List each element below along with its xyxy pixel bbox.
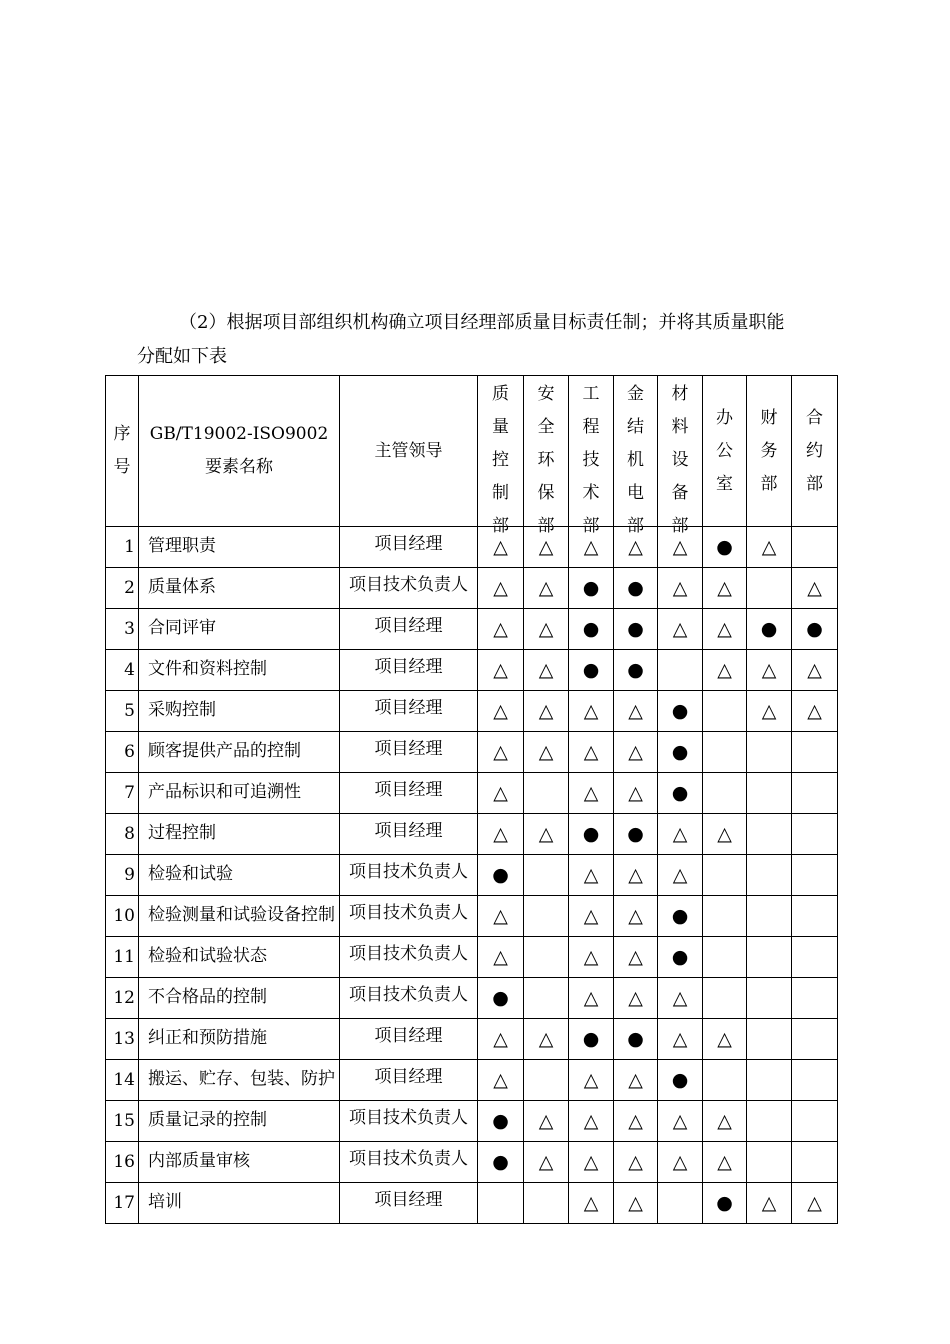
empty-cell — [792, 855, 838, 896]
table-header-row — [106, 376, 838, 527]
responsible-leader: 项目技术负责人 — [340, 855, 478, 896]
related-responsibility-mark: △ — [792, 568, 838, 609]
row-number: 13 — [106, 1019, 139, 1060]
primary-responsibility-mark: ● — [478, 1101, 524, 1142]
responsible-leader: 项目技术负责人 — [340, 1101, 478, 1142]
row-number: 14 — [106, 1060, 139, 1101]
related-responsibility-mark: △ — [524, 1101, 569, 1142]
element-name: 质量记录的控制 — [139, 1101, 340, 1142]
responsible-leader: 项目经理 — [340, 1183, 478, 1224]
related-responsibility-mark: △ — [792, 691, 838, 732]
primary-responsibility-mark: ● — [658, 691, 703, 732]
header-dept-label: 财 务 部 — [760, 407, 778, 494]
responsible-leader: 项目经理 — [340, 814, 478, 855]
primary-responsibility-mark: ● — [614, 609, 658, 650]
empty-cell — [703, 773, 747, 814]
related-responsibility-mark: △ — [614, 732, 658, 773]
row-number: 3 — [106, 609, 139, 650]
header-dept-6 — [703, 376, 747, 527]
header-dept-8 — [792, 376, 838, 527]
element-name: 不合格品的控制 — [139, 978, 340, 1019]
empty-cell — [747, 732, 792, 773]
primary-responsibility-mark: ● — [478, 1142, 524, 1183]
row-number: 7 — [106, 773, 139, 814]
empty-cell — [792, 978, 838, 1019]
related-responsibility-mark: △ — [614, 691, 658, 732]
primary-responsibility-mark: ● — [747, 609, 792, 650]
empty-cell — [524, 896, 569, 937]
primary-responsibility-mark: ● — [569, 650, 614, 691]
related-responsibility-mark: △ — [569, 773, 614, 814]
empty-cell — [703, 855, 747, 896]
table-row — [106, 527, 838, 568]
empty-cell — [703, 978, 747, 1019]
table-row — [106, 609, 838, 650]
related-responsibility-mark: △ — [478, 527, 524, 568]
header-dept-5 — [658, 376, 703, 536]
primary-responsibility-mark: ● — [569, 609, 614, 650]
empty-cell — [792, 814, 838, 855]
table-row — [106, 691, 838, 732]
related-responsibility-mark: △ — [524, 568, 569, 609]
element-name: 检验和试验 — [139, 855, 340, 896]
primary-responsibility-mark: ● — [703, 1183, 747, 1224]
quality-responsibility-table — [105, 375, 838, 1224]
primary-responsibility-mark: ● — [478, 855, 524, 896]
related-responsibility-mark: △ — [658, 1101, 703, 1142]
header-dept-label: 材 料 设 备 部 — [671, 384, 689, 536]
responsible-leader: 项目经理 — [340, 773, 478, 814]
empty-cell — [524, 1183, 569, 1224]
related-responsibility-mark: △ — [658, 1142, 703, 1183]
row-number: 8 — [106, 814, 139, 855]
row-number: 9 — [106, 855, 139, 896]
related-responsibility-mark: △ — [658, 568, 703, 609]
table-row — [106, 650, 838, 691]
table-row — [106, 1019, 838, 1060]
table-row — [106, 773, 838, 814]
responsible-leader: 项目技术负责人 — [340, 1142, 478, 1183]
table-row — [106, 1101, 838, 1142]
element-name: 管理职责 — [139, 527, 340, 568]
responsible-leader: 项目经理 — [340, 650, 478, 691]
empty-cell — [792, 1019, 838, 1060]
related-responsibility-mark: △ — [569, 896, 614, 937]
empty-cell — [747, 937, 792, 978]
primary-responsibility-mark: ● — [614, 568, 658, 609]
row-number: 6 — [106, 732, 139, 773]
element-name: 质量体系 — [139, 568, 340, 609]
empty-cell — [524, 773, 569, 814]
responsible-leader: 项目技术负责人 — [340, 568, 478, 609]
header-dept-label: 金 结 机 电 部 — [627, 384, 644, 536]
header-leader: 主管领导 — [340, 376, 478, 527]
primary-responsibility-mark: ● — [569, 1019, 614, 1060]
related-responsibility-mark: △ — [524, 609, 569, 650]
empty-cell — [747, 1101, 792, 1142]
element-name: 文件和资料控制 — [139, 650, 340, 691]
empty-cell — [478, 1183, 524, 1224]
empty-cell — [747, 568, 792, 609]
related-responsibility-mark: △ — [478, 937, 524, 978]
related-responsibility-mark: △ — [478, 814, 524, 855]
table-row — [106, 1183, 838, 1224]
row-number: 1 — [106, 527, 139, 568]
related-responsibility-mark: △ — [524, 1142, 569, 1183]
table-row — [106, 568, 838, 609]
related-responsibility-mark: △ — [569, 1101, 614, 1142]
related-responsibility-mark: △ — [478, 568, 524, 609]
empty-cell — [524, 978, 569, 1019]
related-responsibility-mark: △ — [569, 937, 614, 978]
empty-cell — [747, 978, 792, 1019]
empty-cell — [524, 1060, 569, 1101]
related-responsibility-mark: △ — [703, 650, 747, 691]
empty-cell — [792, 937, 838, 978]
related-responsibility-mark: △ — [614, 978, 658, 1019]
empty-cell — [792, 1142, 838, 1183]
related-responsibility-mark: △ — [747, 1183, 792, 1224]
primary-responsibility-mark: ● — [658, 937, 703, 978]
primary-responsibility-mark: ● — [614, 814, 658, 855]
related-responsibility-mark: △ — [614, 773, 658, 814]
table-row — [106, 732, 838, 773]
related-responsibility-mark: △ — [478, 896, 524, 937]
responsible-leader: 项目技术负责人 — [340, 896, 478, 937]
header-dept-3 — [569, 376, 614, 536]
row-number: 10 — [106, 896, 139, 937]
header-dept-label: 办 公 室 — [716, 407, 733, 494]
empty-cell — [792, 896, 838, 937]
related-responsibility-mark: △ — [703, 568, 747, 609]
empty-cell — [792, 732, 838, 773]
related-responsibility-mark: △ — [524, 650, 569, 691]
empty-cell — [524, 937, 569, 978]
responsible-leader: 项目经理 — [340, 609, 478, 650]
related-responsibility-mark: △ — [614, 527, 658, 568]
empty-cell — [747, 773, 792, 814]
empty-cell — [703, 732, 747, 773]
empty-cell — [792, 773, 838, 814]
responsible-leader: 项目经理 — [340, 732, 478, 773]
related-responsibility-mark: △ — [614, 1183, 658, 1224]
related-responsibility-mark: △ — [747, 691, 792, 732]
element-name: 产品标识和可追溯性 — [139, 773, 340, 814]
element-name: 合同评审 — [139, 609, 340, 650]
row-number: 17 — [106, 1183, 139, 1224]
related-responsibility-mark: △ — [658, 978, 703, 1019]
responsible-leader: 项目技术负责人 — [340, 937, 478, 978]
table-row — [106, 814, 838, 855]
responsible-leader: 项目经理 — [340, 527, 478, 568]
related-responsibility-mark: △ — [658, 814, 703, 855]
related-responsibility-mark: △ — [614, 1060, 658, 1101]
empty-cell — [703, 691, 747, 732]
row-number: 16 — [106, 1142, 139, 1183]
table-row — [106, 855, 838, 896]
empty-cell — [703, 1060, 747, 1101]
element-name: 搬运、贮存、包装、防护 — [139, 1060, 340, 1101]
related-responsibility-mark: △ — [792, 1183, 838, 1224]
empty-cell — [747, 814, 792, 855]
related-responsibility-mark: △ — [614, 855, 658, 896]
responsible-leader: 项目经理 — [340, 1060, 478, 1101]
primary-responsibility-mark: ● — [658, 732, 703, 773]
primary-responsibility-mark: ● — [569, 568, 614, 609]
element-name: 纠正和预防措施 — [139, 1019, 340, 1060]
header-dept-4 — [614, 376, 658, 536]
empty-cell — [747, 896, 792, 937]
row-number: 15 — [106, 1101, 139, 1142]
related-responsibility-mark: △ — [569, 978, 614, 1019]
element-name: 培训 — [139, 1183, 340, 1224]
related-responsibility-mark: △ — [792, 650, 838, 691]
related-responsibility-mark: △ — [478, 732, 524, 773]
related-responsibility-mark: △ — [614, 896, 658, 937]
responsible-leader: 项目经理 — [340, 691, 478, 732]
intro-line-2: 分配如下表 — [137, 346, 227, 367]
empty-cell — [658, 1183, 703, 1224]
empty-cell — [792, 1060, 838, 1101]
related-responsibility-mark: △ — [658, 609, 703, 650]
related-responsibility-mark: △ — [524, 691, 569, 732]
element-name: 过程控制 — [139, 814, 340, 855]
related-responsibility-mark: △ — [478, 1019, 524, 1060]
table-row — [106, 896, 838, 937]
primary-responsibility-mark: ● — [478, 978, 524, 1019]
primary-responsibility-mark: ● — [703, 527, 747, 568]
element-name: 检验和试验状态 — [139, 937, 340, 978]
related-responsibility-mark: △ — [569, 855, 614, 896]
related-responsibility-mark: △ — [524, 732, 569, 773]
header-dept-2 — [524, 376, 569, 536]
table-row — [106, 937, 838, 978]
element-name: 顾客提供产品的控制 — [139, 732, 340, 773]
related-responsibility-mark: △ — [614, 1142, 658, 1183]
header-dept-label: 工 程 技 术 部 — [582, 384, 600, 536]
empty-cell — [747, 1019, 792, 1060]
empty-cell — [792, 527, 838, 568]
related-responsibility-mark: △ — [703, 1019, 747, 1060]
empty-cell — [747, 855, 792, 896]
intro-paragraph — [137, 306, 837, 374]
empty-cell — [747, 1142, 792, 1183]
empty-cell — [658, 650, 703, 691]
element-name: 检验测量和试验设备控制 — [139, 896, 340, 937]
primary-responsibility-mark: ● — [614, 1019, 658, 1060]
table-row — [106, 1142, 838, 1183]
header-element: GB/T19002-ISO9002 要素名称 — [139, 376, 340, 527]
row-number: 2 — [106, 568, 139, 609]
related-responsibility-mark: △ — [703, 1101, 747, 1142]
row-number: 11 — [106, 937, 139, 978]
related-responsibility-mark: △ — [524, 527, 569, 568]
related-responsibility-mark: △ — [703, 1142, 747, 1183]
element-name: 采购控制 — [139, 691, 340, 732]
primary-responsibility-mark: ● — [792, 609, 838, 650]
related-responsibility-mark: △ — [478, 1060, 524, 1101]
empty-cell — [747, 1060, 792, 1101]
header-dept-7 — [747, 376, 792, 527]
empty-cell — [524, 855, 569, 896]
primary-responsibility-mark: ● — [658, 773, 703, 814]
related-responsibility-mark: △ — [478, 609, 524, 650]
related-responsibility-mark: △ — [569, 527, 614, 568]
header-dept-label: 合 约 部 — [806, 407, 823, 494]
header-seq: 序 号 — [106, 376, 139, 527]
header-dept-label: 安 全 环 保 部 — [537, 384, 555, 536]
responsible-leader: 项目技术负责人 — [340, 978, 478, 1019]
header-dept-1 — [478, 376, 524, 536]
responsible-leader: 项目经理 — [340, 1019, 478, 1060]
primary-responsibility-mark: ● — [658, 1060, 703, 1101]
related-responsibility-mark: △ — [658, 1019, 703, 1060]
related-responsibility-mark: △ — [569, 732, 614, 773]
related-responsibility-mark: △ — [478, 691, 524, 732]
related-responsibility-mark: △ — [703, 609, 747, 650]
related-responsibility-mark: △ — [658, 527, 703, 568]
empty-cell — [703, 937, 747, 978]
related-responsibility-mark: △ — [703, 814, 747, 855]
related-responsibility-mark: △ — [569, 1060, 614, 1101]
related-responsibility-mark: △ — [614, 1101, 658, 1142]
related-responsibility-mark: △ — [478, 650, 524, 691]
primary-responsibility-mark: ● — [658, 896, 703, 937]
related-responsibility-mark: △ — [747, 650, 792, 691]
related-responsibility-mark: △ — [569, 691, 614, 732]
row-number: 5 — [106, 691, 139, 732]
related-responsibility-mark: △ — [569, 1183, 614, 1224]
primary-responsibility-mark: ● — [614, 650, 658, 691]
related-responsibility-mark: △ — [747, 527, 792, 568]
element-name: 内部质量审核 — [139, 1142, 340, 1183]
header-dept-label: 质 量 控 制 部 — [492, 384, 509, 536]
empty-cell — [703, 896, 747, 937]
primary-responsibility-mark: ● — [569, 814, 614, 855]
related-responsibility-mark: △ — [569, 1142, 614, 1183]
empty-cell — [792, 1101, 838, 1142]
related-responsibility-mark: △ — [658, 855, 703, 896]
row-number: 12 — [106, 978, 139, 1019]
related-responsibility-mark: △ — [524, 814, 569, 855]
table-row — [106, 978, 838, 1019]
row-number: 4 — [106, 650, 139, 691]
intro-line-1: （2）根据项目部组织机构确立项目经理部质量目标责任制；并将其质量职能 — [179, 312, 785, 333]
related-responsibility-mark: △ — [524, 1019, 569, 1060]
table-row — [106, 1060, 838, 1101]
related-responsibility-mark: △ — [478, 773, 524, 814]
related-responsibility-mark: △ — [614, 937, 658, 978]
